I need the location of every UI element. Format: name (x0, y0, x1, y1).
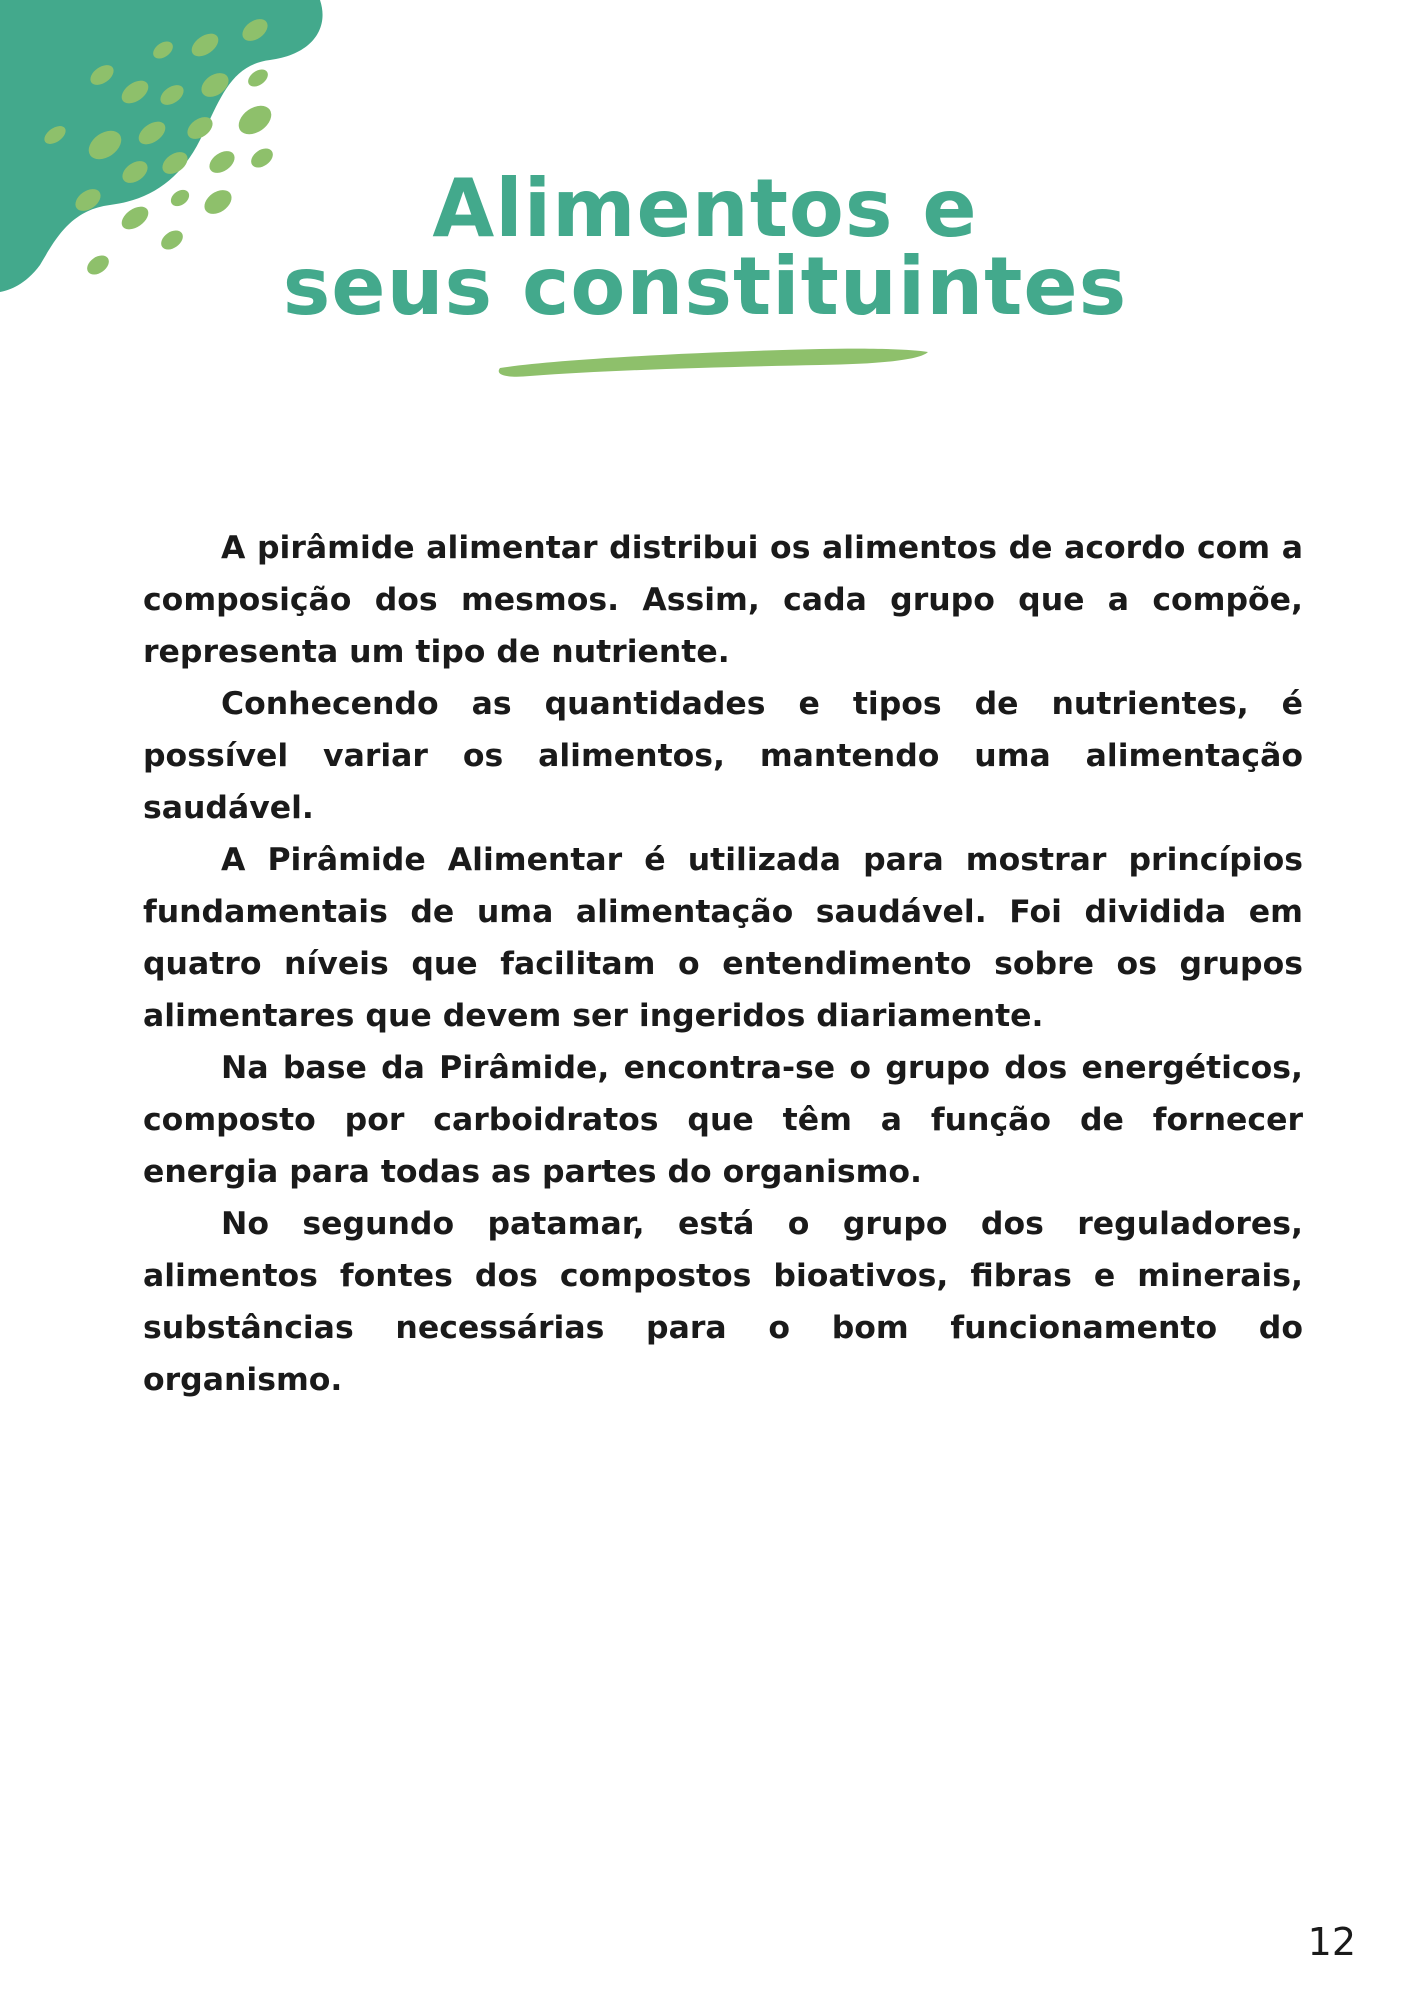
leaf-dot (205, 147, 238, 178)
page-title-line-2: seus constituintes (282, 240, 1128, 333)
paragraph-4: Na base da Pirâmide, encontra-se o grupo dos energéticos, composto por carboidratos que têm a função de fornecer energia para todas as partes do organismo. (143, 1050, 1303, 1190)
title-underline-brush (490, 340, 940, 380)
leaf-dot (200, 185, 236, 219)
page-number: 12 (1307, 1920, 1356, 1964)
leaf-dot (233, 100, 276, 140)
body-text (143, 522, 1303, 1406)
paragraph-3: A Pirâmide Alimentar é utilizada para mostrar princípios fundamentais de uma alimentação saudável. Foi dividida em quatro níveis que facilitam o entendimento sobre os grupos alimentares que devem ser ingeridos diariamente. (143, 842, 1303, 1034)
leaf-dot (168, 187, 192, 210)
leaf-dot (245, 66, 271, 90)
paragraph-5: No segundo patamar, está o grupo dos reguladores, alimentos fontes dos compostos bioativos, fibras e minerais, substâncias necessárias para o bom funcionamento do organismo. (143, 1206, 1303, 1398)
page-title-line-1: Alimentos e (432, 162, 978, 255)
leaf-dot (248, 145, 277, 172)
leaf-dot (118, 202, 153, 234)
paragraph-1: A pirâmide alimentar distribui os alimentos de acordo com a composição dos mesmos. Assim, cada grupo que a compõe, representa um tipo de nutriente. (143, 530, 1303, 670)
leaf-dot (84, 252, 113, 279)
leaf-dot (158, 227, 187, 254)
paragraph-2: Conhecendo as quantidades e tipos de nutrientes, é possível variar os alimentos, mantendo uma alimentação saudável. (143, 686, 1303, 826)
